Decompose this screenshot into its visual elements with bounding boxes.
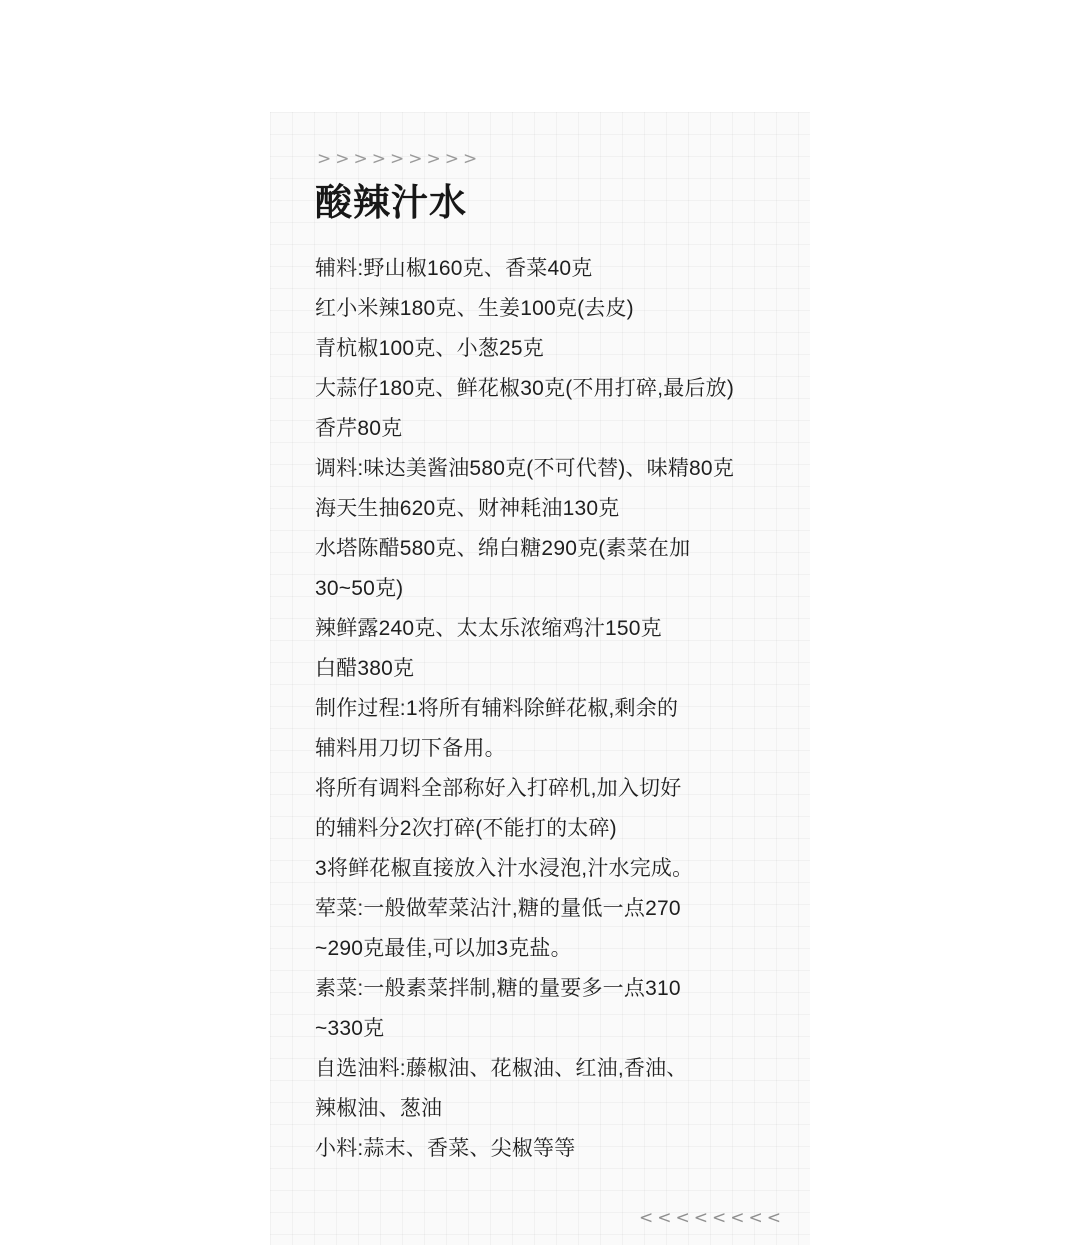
recipe-line: ~330克 (315, 1017, 385, 1041)
recipe-line: 红小米辣180克、生姜100克(去皮) (315, 297, 634, 321)
recipe-line: 辣鲜露240克、太太乐浓缩鸡汁150克 (315, 617, 662, 641)
recipe-line: 辅料用刀切下备用。 (315, 737, 506, 761)
recipe-line: 调料:味达美酱油580克(不可代替)、味精80克 (315, 457, 735, 481)
recipe-line: 的辅料分2次打碎(不能打的太碎) (315, 817, 617, 841)
recipe-line: 将所有调料全部称好入打碎机,加入切好 (315, 777, 682, 801)
recipe-line: 自选油料:藤椒油、花椒油、红油,香油、 (315, 1057, 688, 1081)
recipe-line: 海天生抽620克、财神耗油130克 (315, 497, 620, 521)
recipe-line: 水塔陈醋580克、绵白糖290克(素菜在加 (315, 537, 691, 561)
recipe-line: 大蒜仔180克、鲜花椒30克(不用打碎,最后放) (315, 377, 735, 401)
recipe-line: 辅料:野山椒160克、香菜40克 (315, 257, 593, 281)
recipe-line: 小料:蒜末、香菜、尖椒等等 (315, 1137, 576, 1161)
chevron-right-decoration-icon: >>>>>>>>> (317, 149, 482, 169)
recipe-line: 辣椒油、葱油 (315, 1097, 443, 1121)
page-title: 酸辣汁水 (315, 181, 467, 223)
recipe-line: 白醋380克 (315, 657, 415, 681)
recipe-line: 青杭椒100克、小葱25克 (315, 337, 544, 361)
recipe-line: 3将鲜花椒直接放入汁水浸泡,汁水完成。 (315, 857, 694, 881)
recipe-body (315, 249, 785, 1169)
recipe-line: 素菜:一般素菜拌制,糖的量要多一点310 (315, 977, 681, 1001)
recipe-line: ~290克最佳,可以加3克盐。 (315, 937, 572, 961)
recipe-line: 荤菜:一般做荤菜沾汁,糖的量低一点270 (315, 897, 681, 921)
recipe-line: 香芹80克 (315, 417, 403, 441)
recipe-line: 制作过程:1将所有辅料除鲜花椒,剩余的 (315, 697, 679, 721)
recipe-content (315, 150, 785, 1169)
chevron-left-decoration-icon: <<<<<<<< (639, 1208, 785, 1228)
recipe-line: 30~50克) (315, 577, 404, 601)
